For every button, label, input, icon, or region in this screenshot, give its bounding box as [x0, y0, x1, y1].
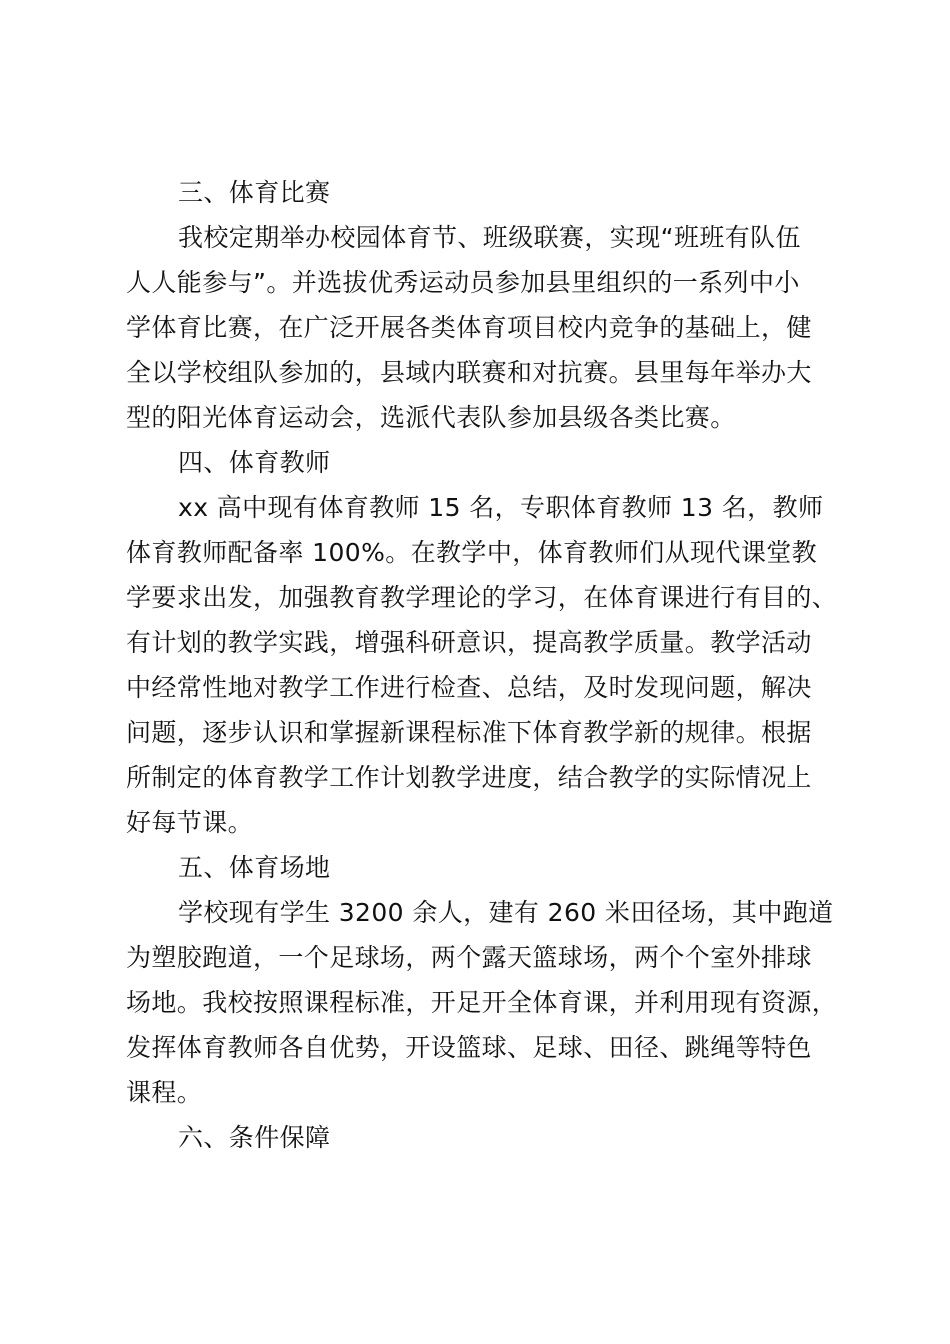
section-heading-sports-competition: 三、体育比赛 — [178, 178, 331, 207]
body-line: 问题，逐步认识和掌握新课程标准下体育教学新的规律。根据 — [126, 718, 812, 747]
body-line: 为塑胶跑道，一个足球场，两个露天篮球场，两个个室外排球 — [126, 943, 812, 972]
section-heading-sports-venues: 五、体育场地 — [178, 853, 331, 882]
body-line: 所制定的体育教学工作计划教学进度，结合教学的实际情况上 — [126, 763, 812, 792]
body-line: 全以学校组队参加的，县域内联赛和对抗赛。县里每年举办大 — [126, 358, 812, 387]
section-heading-conditions: 六、条件保障 — [178, 1123, 331, 1152]
body-line: 学体育比赛，在广泛开展各类体育项目校内竞争的基础上，健 — [126, 313, 812, 342]
section-body-sports-competition — [126, 215, 862, 440]
body-line: 我校定期举办校园体育节、班级联赛，实现“班班有队伍 — [178, 223, 801, 252]
body-line: 场地。我校按照课程标准，开足开全体育课，并利用现有资源， — [126, 988, 838, 1017]
body-line: 发挥体育教师各自优势，开设篮球、足球、田径、跳绳等特色 — [126, 1033, 812, 1062]
body-line: 体育教师配备率 100%。在教学中，体育教师们从现代课堂教 — [126, 538, 818, 567]
section-body-sports-venues — [126, 890, 862, 1115]
section-body-pe-teachers — [126, 485, 862, 845]
section-heading-pe-teachers: 四、体育教师 — [178, 448, 331, 477]
body-line: 型的阳光体育运动会，选派代表队参加县级各类比赛。 — [126, 403, 736, 432]
body-line: 好每节课。 — [126, 808, 254, 837]
body-line: xx 高中现有体育教师 15 名，专职体育教师 13 名，教师 — [178, 493, 824, 522]
body-line: 人人能参与”。并选拔优秀运动员参加县里组织的一系列中小 — [126, 268, 800, 297]
body-line: 课程。 — [126, 1078, 203, 1107]
body-line: 学校现有学生 3200 余人，建有 260 米田径场，其中跑道 — [178, 898, 834, 927]
body-line: 中经常性地对教学工作进行检查、总结，及时发现问题，解决 — [126, 673, 812, 702]
body-line: 学要求出发，加强教育教学理论的学习，在体育课进行有目的、 — [126, 583, 838, 612]
body-line: 有计划的教学实践，增强科研意识，提高教学质量。教学活动 — [126, 628, 812, 657]
